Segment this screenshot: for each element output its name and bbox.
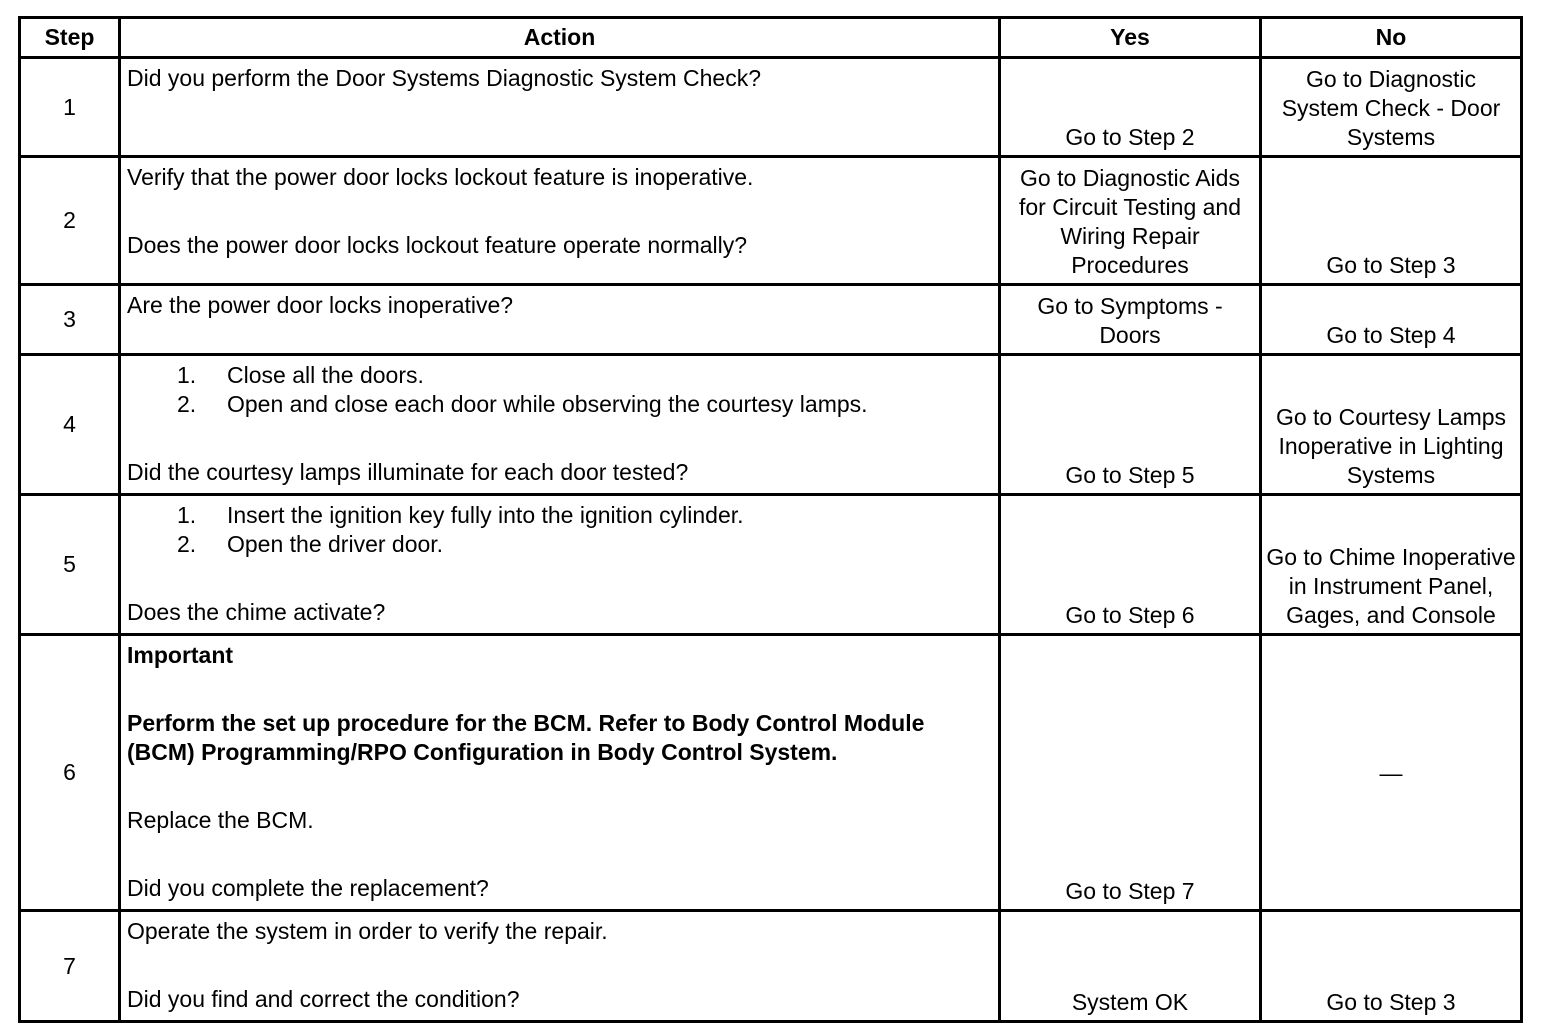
table-row [20,911,1522,1022]
important-note: Perform the set up procedure for the BCM. Refer to Body Control Module (BCM) Programming/RPO Configuration in Body Control System. [127,710,925,765]
no-cell: Go to Step 3 [1261,911,1522,1022]
list-item-text: Open the driver door. [227,531,444,557]
list-item-number: 1. [177,362,197,388]
no-cell: Go to Diagnostic System Check - Door Systems [1261,58,1522,157]
yes-cell: Go to Symptoms - Doors [1000,285,1261,355]
header-step: Step [20,18,120,58]
action-cell [120,911,1000,1022]
no-cell: Go to Step 4 [1261,285,1522,355]
step-number: 6 [20,635,120,911]
list-item-text: Insert the ignition key fully into the ignition cylinder. [227,502,744,528]
step-number: 2 [20,157,120,285]
no-cell: — [1261,635,1522,911]
step-number: 1 [20,58,120,157]
step-number: 4 [20,355,120,495]
table-row [20,285,1522,355]
list-item-text: Open and close each door while observing the courtesy lamps. [227,391,868,417]
action-text: Are the power door locks inoperative? [127,292,514,318]
action-cell [120,495,1000,635]
action-question: Does the chime activate? [127,599,386,625]
yes-cell: Go to Step 5 [1000,355,1261,495]
action-cell [120,157,1000,285]
header-yes: Yes [1000,18,1261,58]
action-text: Operate the system in order to verify the repair. [127,918,608,944]
action-text: Did you perform the Door Systems Diagnostic System Check? [127,65,762,91]
yes-cell: Go to Step 7 [1000,635,1261,911]
no-cell: Go to Step 3 [1261,157,1522,285]
list-item-number: 2. [177,531,197,557]
action-steps-list [127,501,994,559]
list-item-number: 1. [177,502,197,528]
action-question: Did the courtesy lamps illuminate for each door tested? [127,459,689,485]
important-label: Important [127,642,234,668]
yes-cell: Go to Step 6 [1000,495,1261,635]
no-cell: Go to Courtesy Lamps Inoperative in Lighting Systems [1261,355,1522,495]
action-question: Did you find and correct the condition? [127,986,520,1012]
table-row [20,635,1522,911]
header-action: Action [120,18,1000,58]
action-text: Replace the BCM. [127,807,314,833]
table-row [20,157,1522,285]
list-item [127,390,994,419]
action-cell [120,355,1000,495]
action-steps-list [127,361,994,419]
list-item [127,501,994,530]
yes-cell: System OK [1000,911,1261,1022]
list-item-number: 2. [177,391,197,417]
header-no: No [1261,18,1522,58]
action-text: Verify that the power door locks lockout feature is inoperative. [127,164,754,190]
yes-cell: Go to Step 2 [1000,58,1261,157]
action-question: Does the power door locks lockout feature operate normally? [127,232,748,258]
header-row [20,18,1522,58]
table-row [20,495,1522,635]
yes-cell: Go to Diagnostic Aids for Circuit Testing and Wiring Repair Procedures [1000,157,1261,285]
table-row [20,58,1522,157]
step-number: 3 [20,285,120,355]
list-item-text: Close all the doors. [227,362,424,388]
table-row [20,355,1522,495]
action-question: Did you complete the replacement? [127,875,489,901]
no-cell: Go to Chime Inoperative in Instrument Panel, Gages, and Console [1261,495,1522,635]
action-cell [120,635,1000,911]
action-cell [120,58,1000,157]
list-item [127,530,994,559]
step-number: 5 [20,495,120,635]
diagnostic-table [18,16,1523,1023]
step-number: 7 [20,911,120,1022]
list-item [127,361,994,390]
action-cell [120,285,1000,355]
